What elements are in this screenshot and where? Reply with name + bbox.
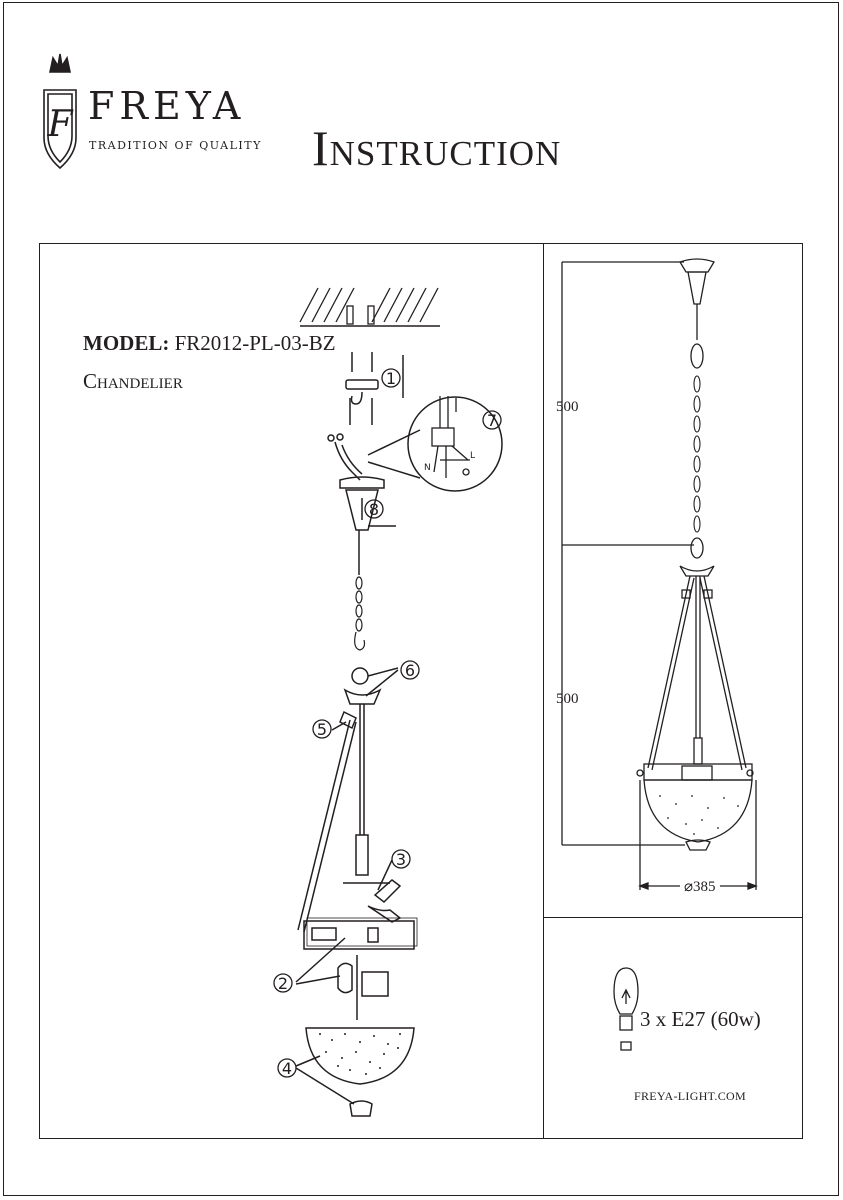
step-2-label: 2 xyxy=(277,974,289,993)
chain-length-dimension: 500 xyxy=(556,399,579,415)
brand-name: FREYA xyxy=(88,84,246,128)
step-3-label: 3 xyxy=(395,850,407,869)
model-value: FR2012-PL-03-BZ xyxy=(174,331,336,355)
bulb-spec: 3 x E27 (60w) xyxy=(640,1007,761,1031)
brand-tagline: TRADITION OF QUALITY xyxy=(89,139,262,152)
wire-neutral-label: N xyxy=(424,463,431,473)
step-5-label: 5 xyxy=(316,720,328,739)
page-title: Instruction xyxy=(312,120,562,176)
svg-text:F: F xyxy=(47,104,73,145)
model-label: MODEL: xyxy=(83,331,170,355)
website-link[interactable]: FREYA-LIGHT.COM xyxy=(634,1089,746,1103)
step-6-label: 6 xyxy=(404,661,416,680)
diameter-dimension: ⌀385 xyxy=(684,879,716,895)
bulb-icon xyxy=(614,968,638,1050)
step-8-label: 8 xyxy=(368,500,380,519)
step-7-label: 7 xyxy=(486,411,498,430)
step-4-label: 4 xyxy=(281,1059,293,1078)
product-type: Chandelier xyxy=(83,369,183,393)
body-height-dimension: 500 xyxy=(556,691,579,707)
step-1-label: 1 xyxy=(385,369,397,388)
wire-live-label: L xyxy=(470,451,476,461)
